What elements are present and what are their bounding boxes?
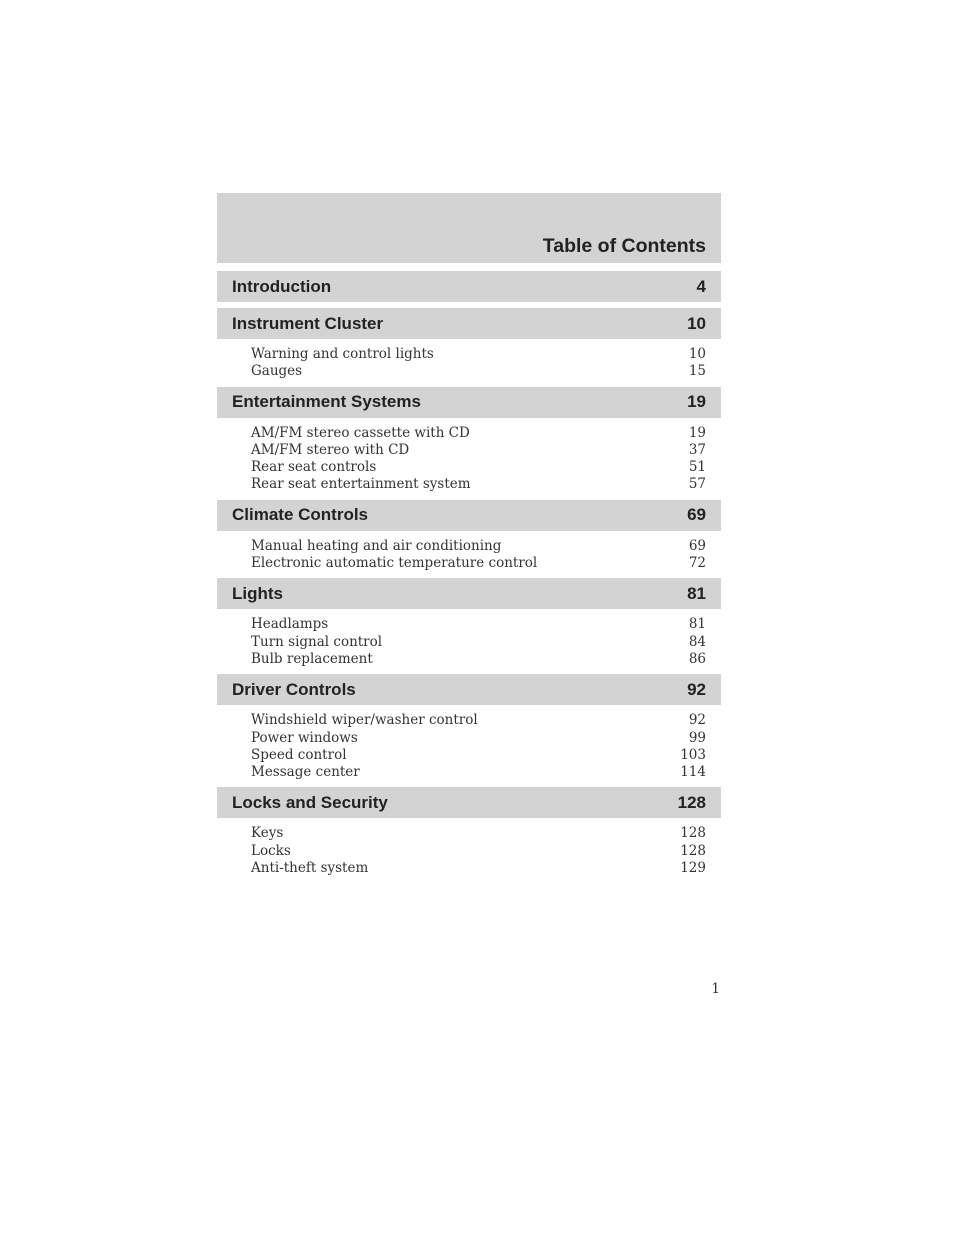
toc-item[interactable]	[251, 555, 706, 572]
section-items	[217, 705, 721, 787]
item-page: 114	[680, 764, 706, 781]
table-of-contents	[217, 193, 721, 877]
item-page: 57	[688, 476, 706, 493]
item-title: Gauges	[251, 363, 303, 380]
toc-item[interactable]	[251, 459, 706, 476]
section-items	[217, 418, 721, 500]
section-header[interactable]	[217, 578, 721, 609]
toc-sections	[217, 271, 721, 877]
item-page: 51	[688, 459, 706, 476]
toc-item[interactable]	[251, 860, 706, 877]
item-title: Windshield wiper/washer control	[251, 712, 478, 729]
item-page: 15	[688, 363, 706, 380]
section-title: Entertainment Systems	[232, 392, 421, 412]
item-page: 81	[688, 616, 706, 633]
item-title: Rear seat entertainment system	[251, 476, 471, 493]
item-title: Anti-theft system	[251, 860, 369, 877]
section-page: 10	[687, 313, 706, 333]
section-items	[217, 339, 721, 387]
section-items	[217, 609, 721, 674]
item-page: 103	[680, 746, 706, 763]
item-page: 129	[680, 860, 706, 877]
section-header[interactable]	[217, 308, 721, 339]
section-title: Lights	[232, 583, 283, 603]
toc-section	[217, 387, 721, 500]
section-header[interactable]	[217, 674, 721, 705]
toc-item[interactable]	[251, 843, 706, 860]
toc-item[interactable]	[251, 651, 706, 668]
item-page: 37	[688, 441, 706, 458]
item-title: Warning and control lights	[251, 346, 434, 362]
section-page: 69	[687, 505, 706, 525]
section-title: Introduction	[232, 276, 332, 296]
section-header[interactable]	[217, 387, 721, 418]
item-title: Manual heating and air conditioning	[251, 537, 502, 554]
item-page: 84	[688, 633, 706, 650]
page-title: Table of Contents	[542, 235, 706, 257]
toc-item[interactable]	[251, 363, 706, 380]
toc-item[interactable]	[251, 747, 706, 764]
item-title: Electronic automatic temperature control	[251, 555, 538, 572]
item-title: AM/FM stereo with CD	[251, 441, 410, 458]
toc-item[interactable]	[251, 538, 706, 555]
section-header[interactable]	[217, 787, 721, 818]
section-title: Locks and Security	[232, 792, 388, 812]
section-items	[217, 818, 721, 877]
page-number: 1	[711, 981, 720, 997]
toc-section	[217, 271, 721, 302]
item-title: Headlamps	[251, 616, 329, 633]
toc-section	[217, 500, 721, 579]
item-page: 69	[688, 537, 706, 554]
item-title: Rear seat controls	[251, 459, 377, 476]
item-page: 128	[680, 825, 706, 842]
item-page: 86	[688, 650, 706, 667]
item-title: Bulb replacement	[251, 650, 373, 667]
toc-section	[217, 308, 721, 387]
section-title: Climate Controls	[232, 505, 369, 525]
toc-item[interactable]	[251, 712, 706, 729]
item-page: 92	[688, 712, 706, 729]
section-title: Driver Controls	[232, 679, 356, 699]
item-page: 128	[680, 842, 706, 859]
item-title: Speed control	[251, 746, 347, 763]
item-title: Turn signal control	[251, 633, 383, 650]
item-page: 19	[688, 424, 706, 441]
toc-item[interactable]	[251, 764, 706, 781]
section-header[interactable]	[217, 500, 721, 531]
toc-section	[217, 787, 721, 877]
item-title: Keys	[251, 825, 284, 842]
toc-item[interactable]	[251, 346, 706, 363]
title-header	[217, 193, 721, 263]
section-page: 81	[687, 583, 706, 603]
toc-item[interactable]	[251, 825, 706, 842]
toc-item[interactable]	[251, 476, 706, 493]
section-title: Instrument Cluster	[232, 313, 384, 333]
toc-section	[217, 674, 721, 787]
toc-item[interactable]	[251, 616, 706, 633]
toc-item[interactable]	[251, 442, 706, 459]
item-title: Locks	[251, 842, 291, 859]
toc-item[interactable]	[251, 634, 706, 651]
section-page: 128	[677, 792, 706, 812]
section-items	[217, 531, 721, 579]
toc-item[interactable]	[251, 730, 706, 747]
item-title: Power windows	[251, 729, 358, 746]
item-page: 72	[688, 555, 706, 572]
toc-section	[217, 578, 721, 674]
item-page: 99	[688, 729, 706, 746]
item-title: Message center	[251, 764, 360, 781]
item-title: AM/FM stereo cassette with CD	[251, 424, 470, 441]
section-page: 92	[687, 679, 706, 699]
section-header[interactable]	[217, 271, 721, 302]
toc-item[interactable]	[251, 425, 706, 442]
section-page: 4	[696, 276, 706, 296]
item-page: 10	[688, 346, 706, 362]
section-page: 19	[687, 392, 706, 412]
